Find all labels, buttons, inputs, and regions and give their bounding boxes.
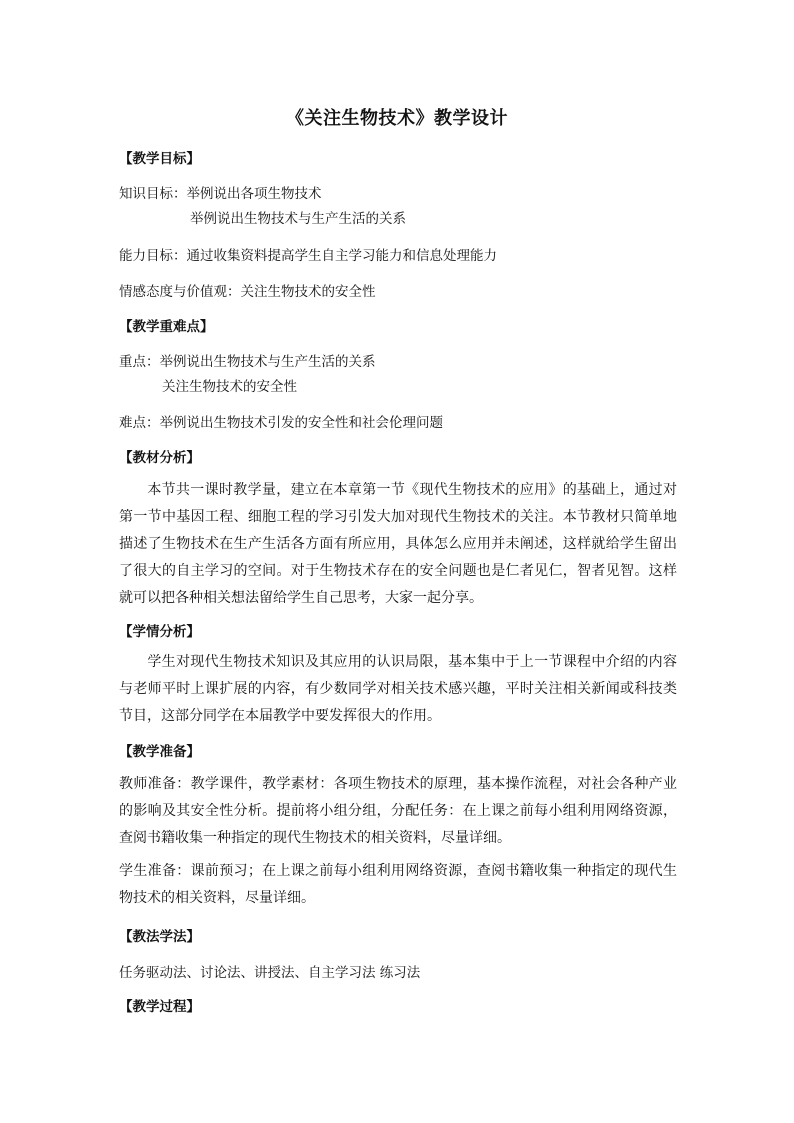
- goal-ability: 能力目标：通过收集资料提高学生自主学习能力和信息处理能力: [119, 248, 497, 264]
- section-heading-methods: 【教法学法】: [119, 929, 200, 945]
- section-heading-key-points: 【教学重难点】: [119, 319, 214, 335]
- key-point-line-1: 重点：举例说出生物技术与生产生活的关系: [119, 354, 376, 370]
- methods-text: 任务驱动法、讨论法、讲授法、自主学习法 练习法: [119, 965, 421, 981]
- goal-emotion: 情感态度与价值观：关注生物技术的安全性: [119, 284, 376, 300]
- student-preparation: 学生准备：课前预习；在上课之前每小组利用网络资源，查阅书籍收集一种指定的现代生物技术的相关资料，尽量详细。: [119, 863, 677, 906]
- teacher-preparation: 教师准备：教学课件，教学素材：各项生物技术的原理，基本操作流程，对社会各种产业的影响及其安全性分析。提前将小组分组，分配任务：在上课之前每小组利用网络资源，查阅书籍收集一种指定的现代生物技术的相关资料，尽量详细。: [119, 776, 677, 846]
- section-heading-process: 【教学过程】: [119, 999, 200, 1015]
- section-heading-material: 【教材分析】: [119, 450, 200, 466]
- material-analysis-paragraph: [119, 477, 677, 612]
- section-heading-preparation: 【教学准备】: [119, 744, 200, 760]
- goal-knowledge-line-1: 知识目标：举例说出各项生物技术: [119, 186, 322, 202]
- key-point-line-2: 关注生物技术的安全性: [162, 379, 297, 395]
- document-title: 《关注生物技术》教学设计: [286, 108, 508, 129]
- difficulty-line: 难点：举例说出生物技术引发的安全性和社会伦理问题: [119, 415, 443, 431]
- student-analysis-text: 学生对现代生物技术知识及其应用的认识局限，基本集中于上一节课程中介绍的内容与老师平时上课扩展的内容，有少数同学对相关技术感兴趣，平时关注相关新闻或科技类节目，这部分同学在本届教学中要发挥很大的作用。: [119, 654, 677, 724]
- student-analysis-paragraph: [119, 649, 677, 730]
- goal-knowledge-line-2: 举例说出生物技术与生产生活的关系: [190, 211, 406, 227]
- section-heading-goals: 【教学目标】: [119, 151, 200, 167]
- material-analysis-text: 本节共一课时教学量，建立在本章第一节《现代生物技术的应用》的基础上，通过对第一节中基因工程、细胞工程的学习引发大加对现代生物技术的关注。本节教材只简单地描述了生物技术在生产生活各方面有所应用，具体怎么应用并未阐述，这样就给学生留出了很大的自主学习的空间。对于生物技术存在的安全问题也是仁者见仁，智者见智。这样就可以把各种相关想法留给学生自己思考，大家一起分享。: [119, 482, 677, 606]
- section-heading-student: 【学情分析】: [119, 624, 200, 640]
